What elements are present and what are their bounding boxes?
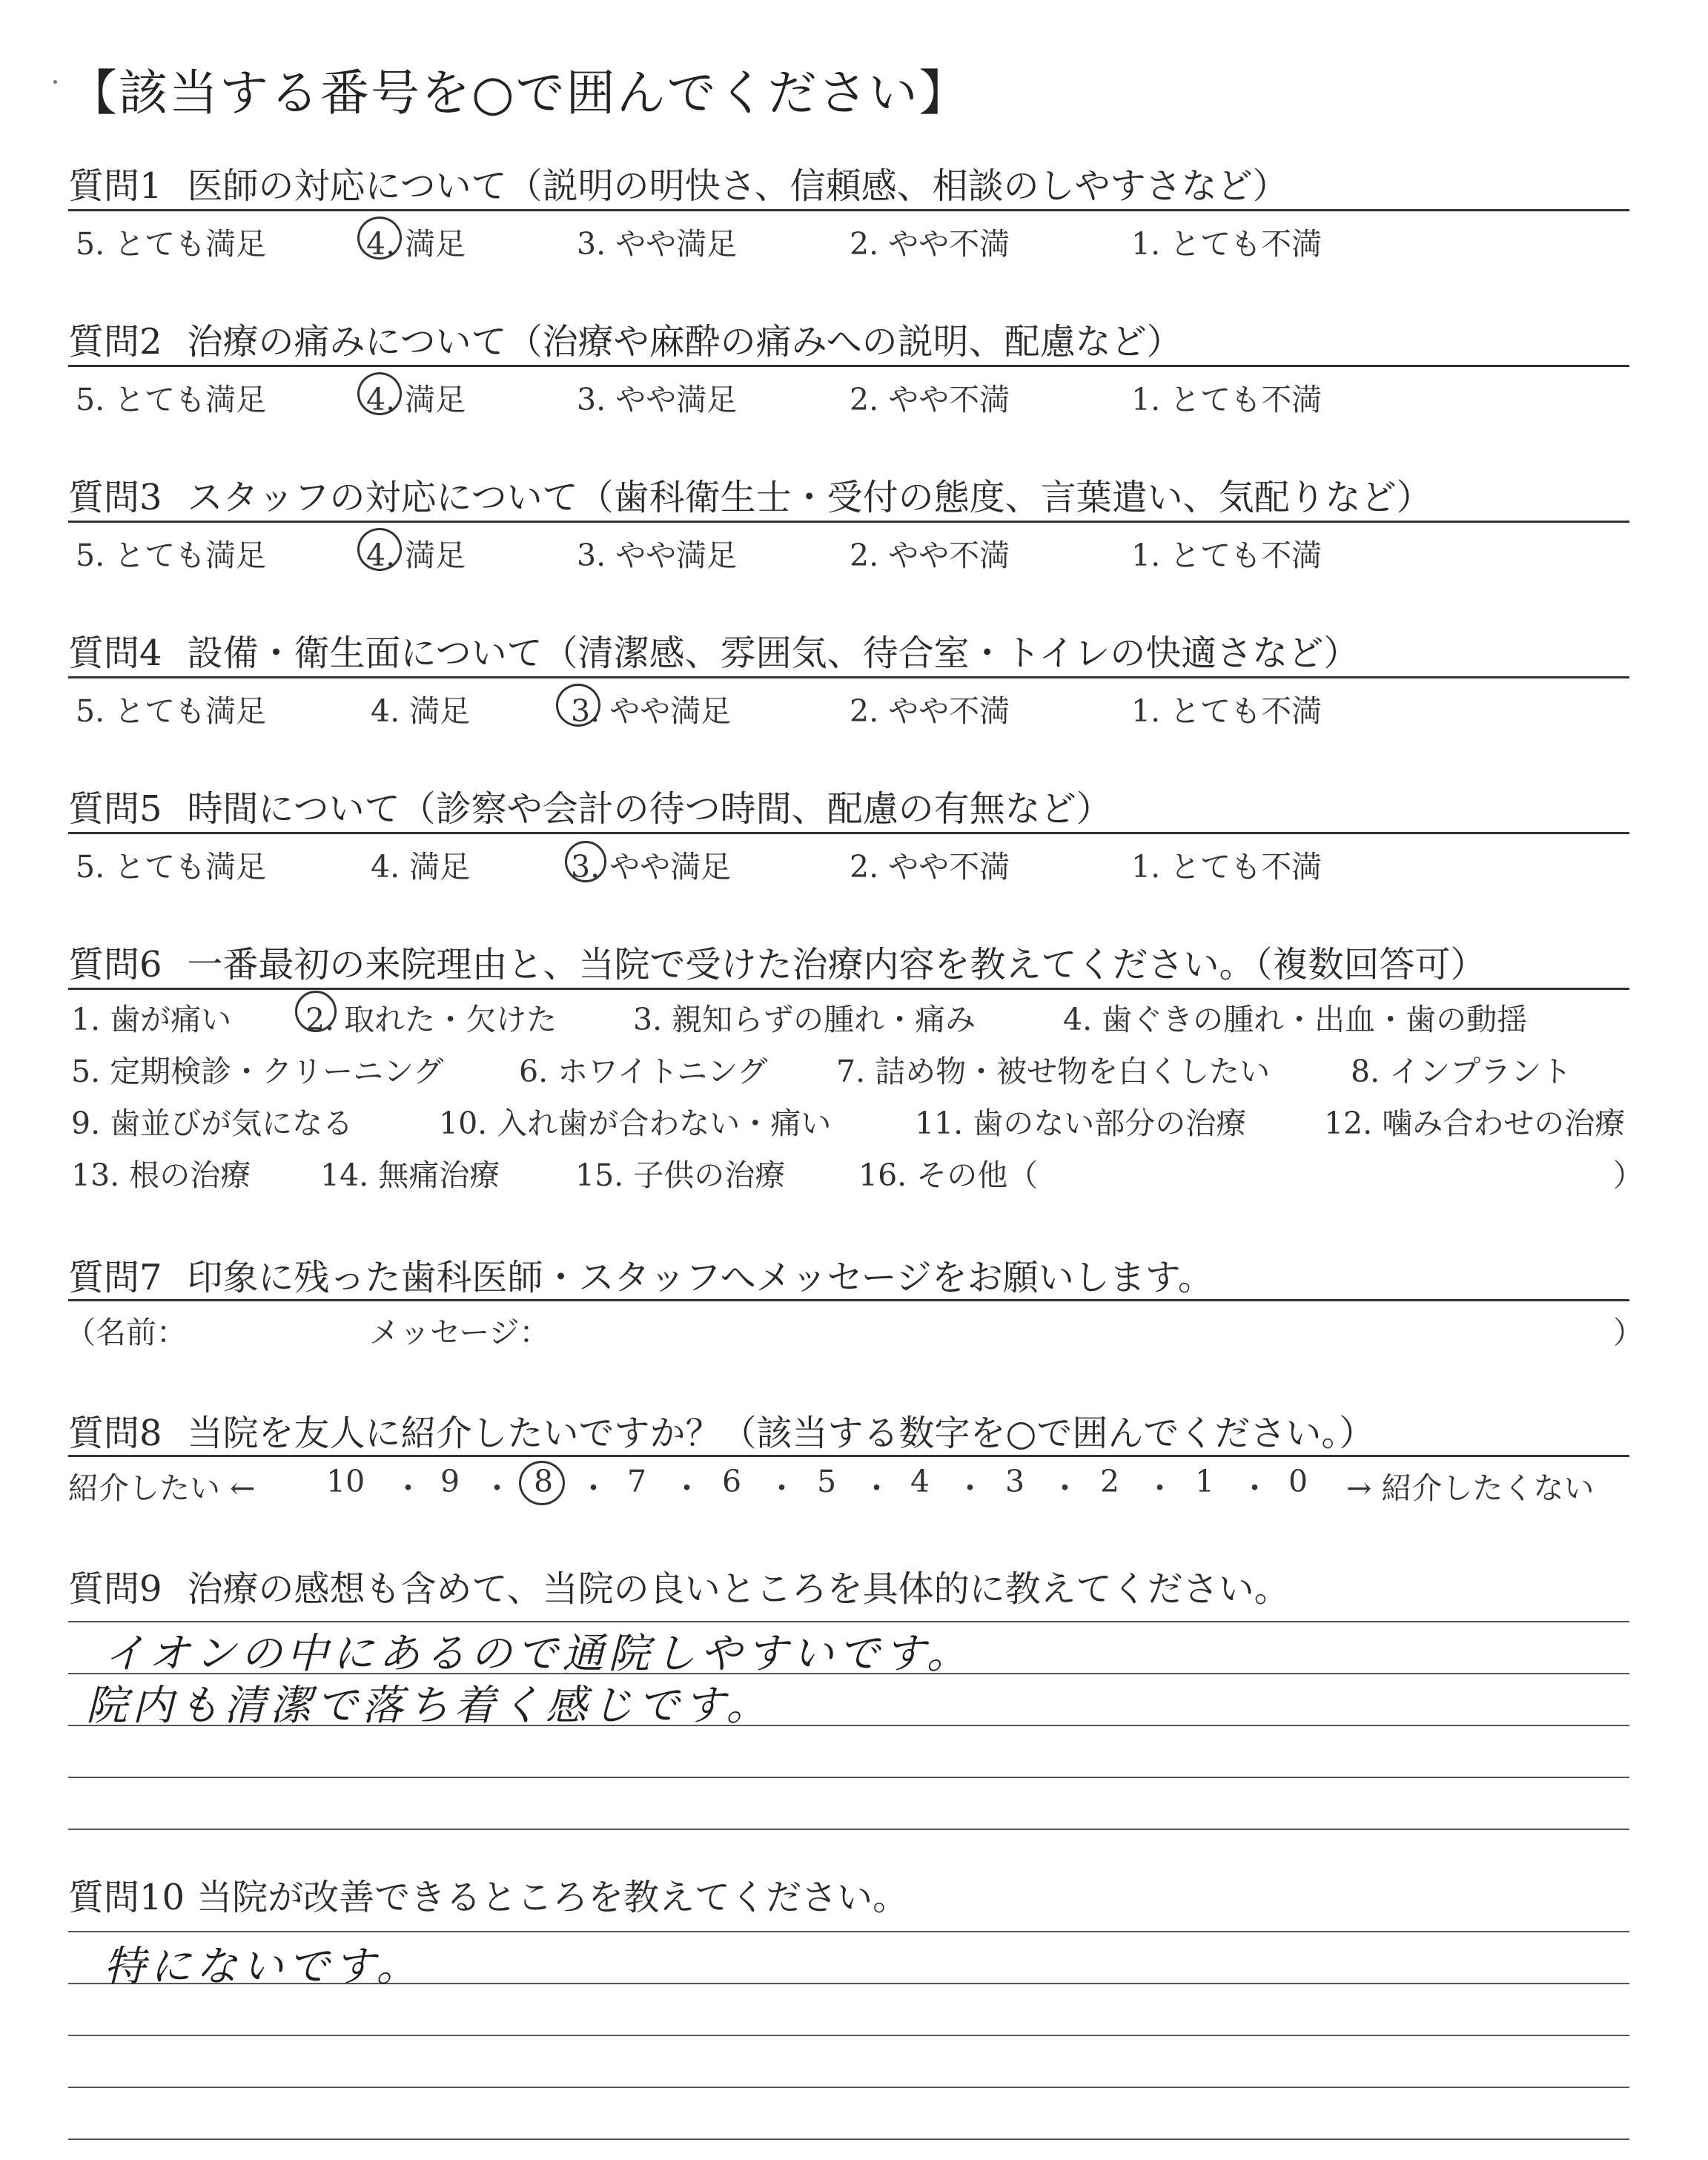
q10-answer-line-1 (68, 1931, 1629, 1932)
question-7-rule (68, 1299, 1629, 1301)
q10-answer-line-5 (68, 2138, 1629, 2140)
q8-score-5[interactable]: 5 (817, 1464, 837, 1499)
q3-option-1[interactable]: 1. とても不満 (1131, 538, 1323, 573)
q5-option-4[interactable]: 4. 満足 (371, 849, 471, 885)
q6-option-8[interactable]: 8. インプラント (1351, 1054, 1572, 1089)
q5-option-5[interactable]: 5. とても満足 (76, 849, 267, 885)
question-6-title (68, 936, 1486, 987)
question-10-title (68, 1869, 908, 1920)
q4-answer-circle (556, 684, 600, 727)
question-9-title (68, 1560, 1290, 1611)
q6-option-4[interactable]: 4. 歯ぐきの腫れ・出血・歯の動揺 (1063, 1002, 1528, 1037)
q10-handwritten-answer-1: 特にないです。 (104, 1943, 423, 1991)
q6-option-14[interactable]: 14. 無痛治療 (320, 1157, 500, 1193)
q7-message-label: メッセージ： (369, 1315, 550, 1350)
q8-separator: ・ (1145, 1470, 1175, 1506)
q8-right-label: → 紹介したくない (1346, 1470, 1595, 1506)
question-5-text: 時間について（診察や会計の待つ時間、配慮の有無など） (187, 788, 1112, 830)
q8-left-label: 紹介したい ← (68, 1470, 256, 1506)
q7-name-label: （名前： (65, 1315, 187, 1350)
question-1-number: 質問1 (68, 165, 162, 207)
q4-option-5[interactable]: 5. とても満足 (76, 693, 267, 729)
question-8-text: 当院を友人に紹介したいですか？（該当する数字を○で囲んでください。） (187, 1413, 1375, 1454)
question-1-rule (68, 209, 1629, 211)
q8-score-3[interactable]: 3 (1005, 1464, 1025, 1499)
q1-answer-circle (357, 217, 402, 260)
question-7-number: 質問7 (68, 1257, 162, 1298)
question-5-rule (68, 832, 1629, 834)
question-2-text: 治療の痛みについて（治療や麻酔の痛みへの説明、配慮など） (187, 321, 1182, 363)
q6-option-10[interactable]: 10. 入れ歯が合わない・痛い (439, 1106, 832, 1141)
question-1-text: 医師の対応について（説明の明快さ、信頼感、相談のしやすさなど） (187, 165, 1288, 207)
q4-option-2[interactable]: 2. やや不満 (850, 693, 1010, 729)
q4-option-4[interactable]: 4. 満足 (371, 693, 471, 729)
q5-option-1[interactable]: 1. とても不満 (1131, 849, 1323, 885)
q7-close-paren: ） (1613, 1315, 1644, 1350)
q3-answer-circle (357, 528, 402, 571)
question-3-title (68, 469, 1432, 520)
q5-answer-circle (565, 841, 606, 882)
q6-option-9[interactable]: 9. 歯並びが気になる (71, 1106, 354, 1141)
question-7-title (68, 1249, 1214, 1300)
q6-option-16[interactable]: 16. その他（ (858, 1157, 1039, 1193)
q10-answer-line-3 (68, 2035, 1629, 2036)
q3-option-4[interactable]: 4. 満足 (366, 538, 466, 573)
q2-answer-circle (357, 372, 402, 415)
q6-option-7[interactable]: 7. 詰め物・被せ物を白くしたい (836, 1054, 1271, 1089)
question-4-title (68, 624, 1359, 676)
q8-separator: ・ (1239, 1470, 1270, 1506)
question-9-text: 治療の感想も含めて、当院の良いところを具体的に教えてください。 (187, 1568, 1290, 1610)
q6-option-3[interactable]: 3. 親知らずの腫れ・痛み (633, 1002, 976, 1037)
q8-score-1[interactable]: 1 (1195, 1464, 1215, 1499)
q6-option-6[interactable]: 6. ホワイトニング (519, 1054, 768, 1089)
question-5-number: 質問5 (68, 788, 162, 830)
q2-option-2[interactable]: 2. やや不満 (850, 382, 1010, 417)
q9-handwritten-answer-1: イオンの中にあるので通院しやすいです。 (104, 1630, 973, 1678)
q6-option-13[interactable]: 13. 根の治療 (71, 1157, 251, 1193)
q10-answer-line-4 (68, 2087, 1629, 2088)
question-10-number: 質問10 (68, 1877, 185, 1918)
question-7-text: 印象に残った歯科医師・スタッフへメッセージをお願いします。 (187, 1257, 1214, 1298)
q9-handwritten-answer-2: 院内も清潔で落ち着く感じです。 (86, 1682, 772, 1730)
question-1-title (68, 157, 1288, 208)
question-9-number: 質問9 (68, 1568, 162, 1610)
question-6-number: 質問6 (68, 944, 162, 985)
q1-option-4[interactable]: 4. 満足 (366, 226, 466, 262)
q8-separator: ・ (578, 1470, 609, 1506)
q8-score-7[interactable]: 7 (627, 1464, 647, 1499)
q8-separator: ・ (482, 1470, 512, 1506)
q6-answer-circle (295, 991, 337, 1032)
question-3-rule (68, 521, 1629, 523)
q3-option-5[interactable]: 5. とても満足 (76, 538, 267, 573)
q5-option-2[interactable]: 2. やや不満 (850, 849, 1010, 885)
q2-option-1[interactable]: 1. とても不満 (1131, 382, 1323, 417)
q8-score-0[interactable]: 0 (1288, 1464, 1308, 1499)
q9-answer-line-5 (68, 1829, 1629, 1830)
stray-dot (53, 80, 57, 84)
question-8-rule (68, 1455, 1629, 1457)
q6-option-12[interactable]: 12. 噛み合わせの治療 (1324, 1106, 1626, 1141)
q1-option-5[interactable]: 5. とても満足 (76, 226, 267, 262)
q8-separator: ・ (955, 1470, 985, 1506)
q6-option-5[interactable]: 5. 定期検診・クリーニング (71, 1054, 444, 1089)
q3-option-2[interactable]: 2. やや不満 (850, 538, 1010, 573)
q6-option-15[interactable]: 15. 子供の治療 (575, 1157, 786, 1193)
question-2-number: 質問2 (68, 321, 162, 363)
q8-score-2[interactable]: 2 (1100, 1464, 1120, 1499)
q6-option-1[interactable]: 1. 歯が痛い (71, 1002, 232, 1037)
q8-score-8[interactable]: 8 (534, 1464, 554, 1499)
q3-option-3[interactable]: 3. やや満足 (577, 538, 738, 573)
question-3-number: 質問3 (68, 477, 162, 518)
q2-option-4[interactable]: 4. 満足 (366, 382, 466, 417)
question-4-text: 設備・衛生面について（清潔感、雰囲気、待合室・トイレの快適さなど） (187, 633, 1360, 674)
question-8-title (68, 1404, 1374, 1456)
q1-option-2[interactable]: 2. やや不満 (850, 226, 1010, 262)
question-6-text: 一番最初の来院理由と、当院で受けた治療内容を教えてください。（複数回答可） (187, 944, 1486, 985)
q1-option-3[interactable]: 3. やや満足 (577, 226, 738, 262)
question-8-number: 質問8 (68, 1413, 162, 1454)
question-2-title (68, 313, 1182, 364)
question-5-title (68, 780, 1112, 831)
q9-answer-line-4 (68, 1777, 1629, 1778)
q8-separator: ・ (672, 1470, 702, 1506)
q6-option-2[interactable]: 2. 取れた・欠けた (305, 1002, 557, 1037)
q6-other-close-paren: ） (1613, 1157, 1644, 1193)
q2-option-3[interactable]: 3. やや満足 (577, 382, 738, 417)
q2-option-5[interactable]: 5. とても満足 (76, 382, 267, 417)
q8-separator: ・ (861, 1470, 892, 1506)
q8-score-6[interactable]: 6 (722, 1464, 742, 1499)
form-header: 【該当する番号を○で囲んでください】 (68, 65, 970, 122)
q8-separator: ・ (1050, 1470, 1080, 1506)
question-6-rule (68, 988, 1629, 990)
q8-separator: ・ (393, 1470, 423, 1506)
q8-answer-circle (519, 1461, 565, 1505)
q4-option-3[interactable]: 3. やや満足 (571, 693, 732, 729)
question-3-text: スタッフの対応について（歯科衛生士・受付の態度、言葉遣い、気配りなど） (187, 477, 1432, 518)
q8-score-4[interactable]: 4 (910, 1464, 930, 1499)
q8-separator: ・ (767, 1470, 797, 1506)
question-4-number: 質問4 (68, 633, 162, 674)
q6-option-11[interactable]: 11. 歯のない部分の治療 (915, 1106, 1247, 1141)
q4-option-1[interactable]: 1. とても不満 (1131, 693, 1323, 729)
question-2-rule (68, 365, 1629, 367)
q1-option-1[interactable]: 1. とても不満 (1131, 226, 1323, 262)
q5-option-3[interactable]: 3. やや満足 (571, 849, 732, 885)
question-4-rule (68, 676, 1629, 678)
q8-score-9[interactable]: 9 (440, 1464, 460, 1499)
question-10-text: 当院が改善できるところを教えてください。 (196, 1877, 909, 1918)
q8-score-10[interactable]: 10 (326, 1464, 365, 1499)
